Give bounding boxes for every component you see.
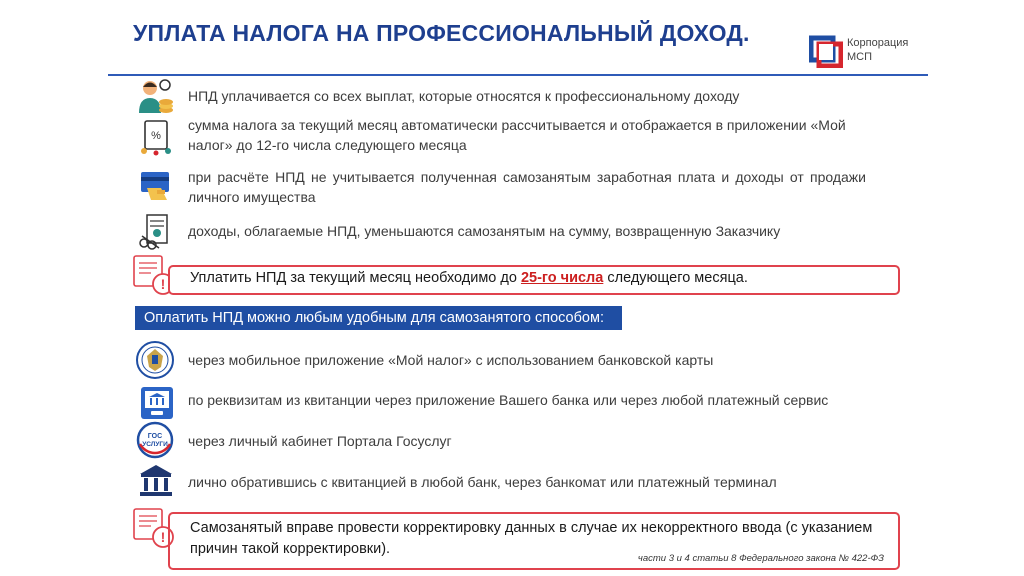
page-title: УПЛАТА НАЛОГА НА ПРОФЕССИОНАЛЬНЫЙ ДОХОД.	[133, 20, 750, 46]
payment-methods-header: Оплатить НПД можно любым удобным для самозанятого способом:	[135, 306, 622, 330]
method-text-2: по реквизитам из квитанции через приложение Вашего банка или через любой платежный сервис	[188, 392, 829, 408]
fact-text-4: доходы, облагаемые НПД, уменьшаются самозанятым на сумму, возвращенную Заказчику	[188, 223, 781, 239]
income-reduction-icon	[137, 212, 175, 250]
card-payment-icon	[137, 166, 175, 204]
gosuslugi-label-1: ГОС	[147, 433, 163, 440]
bank-app-icon	[138, 384, 176, 422]
svg-text:!: !	[160, 529, 166, 545]
header-divider	[108, 74, 928, 76]
deadline-note	[168, 265, 900, 295]
method-text-4: лично обратившись с квитанцией в любой банк, через банкомат или платежный терминал	[188, 474, 777, 490]
gosuslugi-icon	[135, 420, 175, 460]
msp-logo-icon	[809, 34, 843, 68]
deadline-date: 25-го числа	[520, 270, 604, 286]
fns-emblem-icon	[135, 340, 175, 380]
logo-line-2: МСП	[847, 51, 873, 63]
company-logo	[809, 31, 929, 71]
fact-text-1: НПД уплачивается со всех выплат, которые относятся к профессиональному доходу	[188, 88, 740, 104]
svg-text:!: !	[160, 276, 166, 292]
fact-text-2: сумма налога за текущий месяц автоматически рассчитывается и отображается в приложении «Мой налог» до 12-го числа следующего месяца	[188, 117, 846, 153]
gosuslugi-label-2: УСЛУГИ	[142, 441, 168, 448]
correction-note	[168, 512, 900, 570]
tax-document-icon	[137, 118, 175, 156]
fact-text-3: при расчёте НПД не учитывается полученная самозанятым заработная плата и доходы от продажи личного имущества	[188, 169, 866, 205]
svg-text:%: %	[151, 130, 161, 142]
deadline-text-end: следующего месяца.	[603, 270, 748, 286]
worker-coins-icon	[136, 77, 174, 115]
law-reference: части 3 и 4 статьи 8 Федерального закона № 422-ФЗ	[637, 553, 884, 564]
method-text-3: через личный кабинет Портала Госуслуг	[188, 433, 452, 449]
bank-building-icon	[137, 462, 175, 500]
method-text-1: через мобильное приложение «Мой налог» с использованием банковской карты	[188, 352, 714, 368]
logo-line-1: Корпорация	[847, 37, 909, 49]
deadline-text-start: Уплатить НПД за текущий месяц необходимо до	[190, 270, 521, 286]
correction-text: Самозанятый вправе провести корректировку данных в случае их некорректного ввода (с указанием причин такой корректировки).	[190, 520, 873, 557]
